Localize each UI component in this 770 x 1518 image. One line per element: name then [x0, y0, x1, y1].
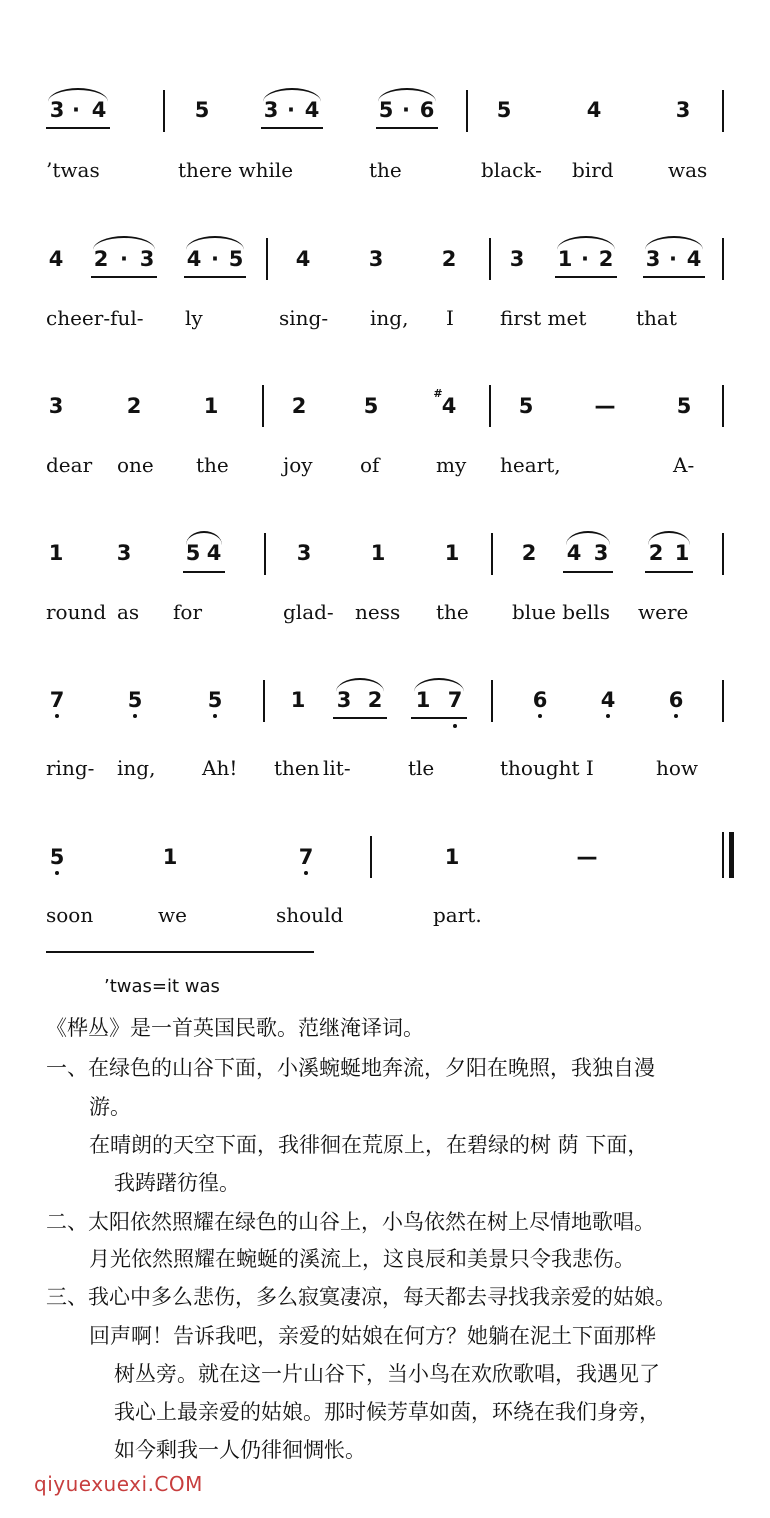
lyric: lit- — [323, 756, 351, 780]
slur — [48, 88, 108, 102]
barline — [489, 238, 491, 280]
lyric: black- — [481, 158, 542, 182]
note: 4 — [295, 247, 311, 271]
lyric: the — [369, 158, 402, 182]
note: 3 — [48, 394, 64, 418]
final-barline-thick — [729, 832, 734, 878]
lower-octave-dot — [304, 871, 308, 875]
lyric: heart, — [500, 453, 561, 477]
note: 4 — [91, 98, 107, 122]
note: 3 — [139, 247, 155, 271]
note: 1 — [557, 247, 573, 271]
note: 4 — [206, 541, 222, 565]
lyric: part. — [433, 903, 482, 927]
lyric: ing, — [117, 756, 156, 780]
lower-octave-dot — [453, 724, 457, 728]
lyric: were — [638, 600, 689, 624]
verse-3-line: 树丛旁。就在这一片山谷下，当小鸟在欢欣歌唱，我遇见了 — [114, 1362, 660, 1386]
note: 4 — [304, 98, 320, 122]
lyric: the — [436, 600, 469, 624]
underline — [333, 717, 387, 719]
note: 3 — [336, 688, 352, 712]
underline — [91, 276, 157, 278]
note: 3 — [645, 247, 661, 271]
slur — [566, 531, 610, 545]
lyric: then — [274, 756, 320, 780]
slur — [378, 88, 436, 102]
lyric: was — [668, 158, 708, 182]
verse-3-line: 三、我心中多么悲伤，多么寂寞凄凉，每天都去寻找我亲爱的姑娘。 — [46, 1285, 676, 1309]
dash: — — [594, 394, 616, 418]
note-dot: · — [287, 98, 295, 122]
note: 2 — [598, 247, 614, 271]
note: 3 — [675, 98, 691, 122]
barline — [722, 90, 724, 132]
verse-1-line: 我踌躇彷徨。 — [114, 1171, 240, 1195]
barline — [264, 533, 266, 575]
footnote-rule — [46, 951, 314, 953]
barline — [722, 533, 724, 575]
note: 5 — [676, 394, 692, 418]
note-dot: · — [402, 98, 410, 122]
slur — [186, 531, 222, 545]
lower-octave-dot — [606, 714, 610, 718]
note: 1 — [203, 394, 219, 418]
note: 4 — [600, 688, 616, 712]
lyric: round — [46, 600, 107, 624]
slur — [645, 236, 703, 250]
note: 5 — [49, 845, 65, 869]
lyric: as — [117, 600, 140, 624]
note: 1 — [444, 541, 460, 565]
lyric: dear — [46, 453, 93, 477]
note: 2 — [291, 394, 307, 418]
note: 3 — [368, 247, 384, 271]
slur — [93, 236, 155, 250]
underline — [46, 127, 110, 129]
barline — [262, 385, 264, 427]
verse-1-line: 在晴朗的天空下面，我徘徊在荒原上，在碧绿的树 荫 下面， — [89, 1133, 649, 1157]
lyric: for — [173, 600, 203, 624]
lyric: glad- — [283, 600, 334, 624]
dash: — — [576, 845, 598, 869]
note: 3 — [116, 541, 132, 565]
note: 4 — [566, 541, 582, 565]
note: 2 — [93, 247, 109, 271]
note-dot: · — [72, 98, 80, 122]
note: 1 — [48, 541, 64, 565]
note: 5 — [378, 98, 394, 122]
lower-octave-dot — [55, 871, 59, 875]
barline — [489, 385, 491, 427]
note: 4 — [441, 394, 457, 418]
note: 6 — [419, 98, 435, 122]
note: 7 — [447, 688, 463, 712]
lyric: should — [276, 903, 344, 927]
barline — [466, 90, 468, 132]
lower-octave-dot — [55, 714, 59, 718]
note-dot: · — [669, 247, 677, 271]
slur — [414, 678, 464, 692]
lyric: Ah! — [202, 756, 238, 780]
lyric: I — [446, 306, 454, 330]
note-dot: · — [120, 247, 128, 271]
note: 3 — [296, 541, 312, 565]
note: 1 — [674, 541, 690, 565]
underline — [184, 276, 246, 278]
barline — [491, 533, 493, 575]
barline — [722, 238, 724, 280]
lyric: tle — [408, 756, 435, 780]
note: 1 — [370, 541, 386, 565]
verse-2-line: 二、太阳依然照耀在绿色的山谷上，小鸟依然在树上尽情地歌唱。 — [46, 1210, 655, 1234]
note: 1 — [415, 688, 431, 712]
note: 2 — [367, 688, 383, 712]
note: 2 — [648, 541, 664, 565]
lyric: A- — [673, 453, 695, 477]
verse-3-line: 回声啊！告诉我吧，亲爱的姑娘在何方？她躺在泥土下面那桦 — [89, 1324, 656, 1348]
lyric: we — [158, 903, 187, 927]
note: 5 — [127, 688, 143, 712]
barline — [370, 836, 372, 878]
lyric: joy — [283, 453, 313, 477]
lower-octave-dot — [213, 714, 217, 718]
lower-octave-dot — [674, 714, 678, 718]
note: 4 — [186, 247, 202, 271]
note: 5 — [496, 98, 512, 122]
underline — [261, 127, 323, 129]
verse-2-line: 月光依然照耀在蜿蜒的溪流上，这良辰和美景只令我悲伤。 — [89, 1247, 635, 1271]
note: 4 — [48, 247, 64, 271]
note: 2 — [521, 541, 537, 565]
sharp-sign: # — [433, 387, 443, 400]
note: 1 — [162, 845, 178, 869]
underline — [376, 127, 438, 129]
barline — [722, 385, 724, 427]
slur — [648, 531, 690, 545]
footnote: ’twas=it was — [104, 976, 220, 997]
note: 2 — [441, 247, 457, 271]
verse-3-line: 我心上最亲爱的姑娘。那时候芳草如茵，环绕在我们身旁， — [114, 1400, 660, 1424]
note: 3 — [263, 98, 279, 122]
note: 6 — [668, 688, 684, 712]
underline — [555, 276, 617, 278]
lyric: ing, — [370, 306, 409, 330]
barline — [491, 680, 493, 722]
slur — [557, 236, 615, 250]
lyric: ring- — [46, 756, 95, 780]
lyric: there while — [178, 158, 294, 182]
lyric: the — [196, 453, 229, 477]
intro-text: 《桦丛》是一首英国民歌。范继淹译词。 — [46, 1016, 424, 1040]
note: 3 — [49, 98, 65, 122]
verse-3-line: 如今剩我一人仍徘徊惆怅。 — [114, 1438, 366, 1462]
note: 3 — [593, 541, 609, 565]
lyric: soon — [46, 903, 94, 927]
note: 7 — [298, 845, 314, 869]
slur — [336, 678, 384, 692]
lower-octave-dot — [538, 714, 542, 718]
note: 3 — [509, 247, 525, 271]
lyric: cheer-ful- — [46, 306, 144, 330]
lyric: thought I — [500, 756, 594, 780]
lyric: of — [360, 453, 380, 477]
lyric: ness — [355, 600, 401, 624]
underline — [563, 571, 613, 573]
lyric: bird — [572, 158, 614, 182]
slur — [263, 88, 321, 102]
barline — [263, 680, 265, 722]
barline — [163, 90, 165, 132]
note: 5 — [185, 541, 201, 565]
barline — [722, 680, 724, 722]
verse-1-line: 一、在绿色的山谷下面，小溪蜿蜒地奔流，夕阳在晚照，我独自漫 — [46, 1056, 655, 1080]
note: 4 — [586, 98, 602, 122]
note-dot: · — [211, 247, 219, 271]
lyric: that — [636, 306, 677, 330]
lyric: my — [436, 453, 467, 477]
slur — [186, 236, 244, 250]
note: 5 — [194, 98, 210, 122]
note: 5 — [363, 394, 379, 418]
note: 6 — [532, 688, 548, 712]
note: 7 — [49, 688, 65, 712]
lyric: one — [117, 453, 154, 477]
note: 2 — [126, 394, 142, 418]
barline — [266, 238, 268, 280]
underline — [645, 571, 693, 573]
note: 1 — [444, 845, 460, 869]
underline — [643, 276, 705, 278]
note: 4 — [686, 247, 702, 271]
note: 5 — [228, 247, 244, 271]
watermark: qiyuexuexi.COM — [34, 1472, 203, 1496]
note: 5 — [518, 394, 534, 418]
lyric: blue bells — [512, 600, 610, 624]
underline — [183, 571, 225, 573]
lyric: ly — [185, 306, 203, 330]
lyric: first met — [500, 306, 587, 330]
underline — [411, 717, 467, 719]
lyric: ’twas — [46, 158, 100, 182]
note: 1 — [290, 688, 306, 712]
note: 5 — [207, 688, 223, 712]
lyric: sing- — [279, 306, 329, 330]
verse-1-line: 游。 — [89, 1095, 131, 1119]
lower-octave-dot — [133, 714, 137, 718]
lyric: how — [656, 756, 699, 780]
final-barline-thin — [722, 832, 724, 878]
note-dot: · — [581, 247, 589, 271]
